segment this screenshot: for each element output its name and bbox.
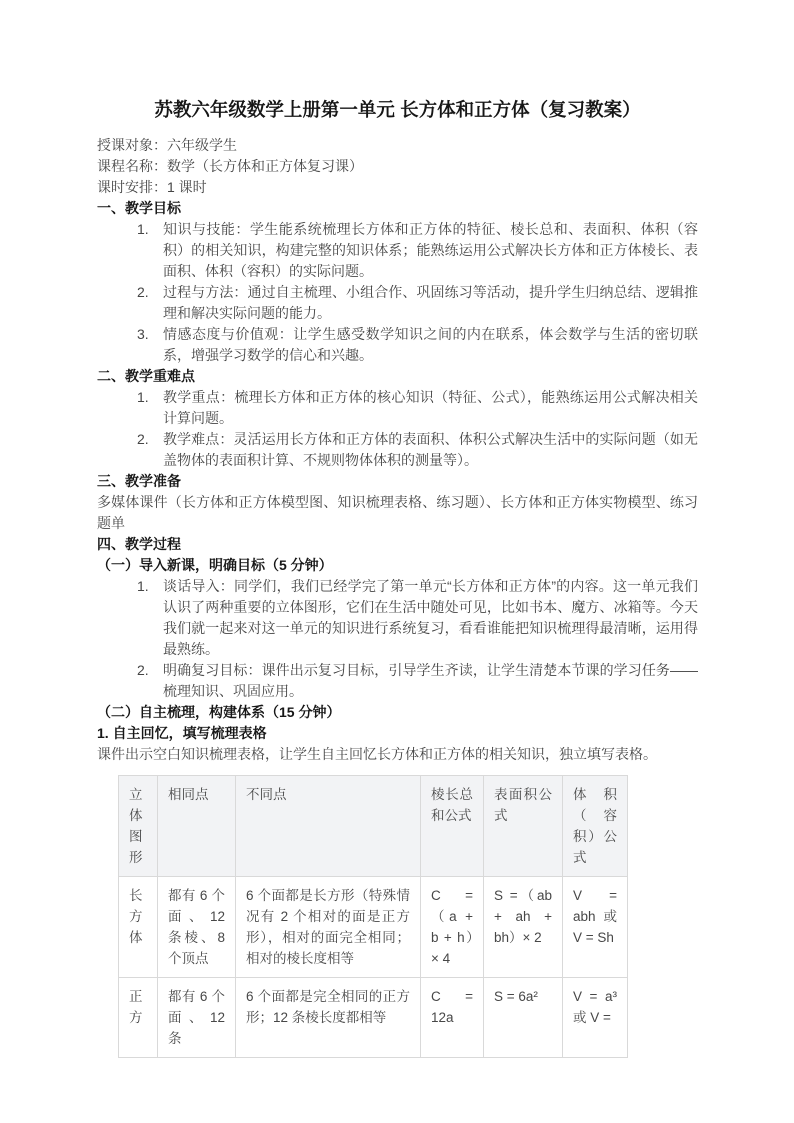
table-header-similarities: 相同点 (158, 776, 236, 877)
knowledge-review-table (118, 775, 628, 1058)
list-item (97, 219, 698, 282)
heading-teaching-process: 四、教学过程 (97, 536, 181, 552)
table-cell: S =（ab + ah + bh）× 2 (484, 877, 563, 978)
table-header-row (119, 776, 628, 877)
table-header-solid-figure: 立体图形 (119, 776, 158, 877)
list-item-number: 1. (137, 389, 149, 405)
list-item (97, 282, 698, 324)
table-header-surface-area-formula: 表面积公式 (484, 776, 563, 877)
table-cell: C = 12a (421, 978, 484, 1058)
heading-teaching-goals: 一、教学目标 (97, 200, 181, 216)
table-row-cube-truncated (119, 978, 628, 1058)
list-item (97, 576, 698, 660)
list-item-number: 1. (137, 578, 149, 594)
list-item-text: 情感态度与价值观：让学生感受数学知识之间的内在联系，体会数学与生活的密切联系，增强学习数学的信心和兴趣。 (163, 326, 698, 363)
table-cell: 6 个面都是长方形（特殊情况有 2 个相对的面是正方形），相对的面完全相同；相对的棱长度相等 (236, 877, 421, 978)
table-cell: 长方体 (119, 877, 158, 978)
list-item-text: 过程与方法：通过自主梳理、小组合作、巩固练习等活动，提升学生归纳总结、逻辑推理和解决实际问题的能力。 (163, 284, 698, 321)
table-cell: V = abh 或 V = Sh (563, 877, 628, 978)
list-item-text: 谈话导入：同学们，我们已经学完了第一单元“长方体和正方体”的内容。这一单元我们认识了两种重要的立体图形，它们在生活中随处可见，比如书本、魔方、冰箱等。今天我们就一起来对这一单元的知识进行系统复习，看看谁能把知识梳理得最清晰，运用得最熟练。 (163, 578, 698, 657)
list-item-number: 2. (137, 662, 149, 678)
heading-teaching-preparation: 三、教学准备 (97, 473, 181, 489)
table-cell: V = a³ 或 V = (563, 978, 628, 1058)
table-cell: 正方 (119, 978, 158, 1058)
table-cell: 都有 6 个面、12 条棱、8 个顶点 (158, 877, 236, 978)
list-item (97, 324, 698, 366)
meta-audience: 授课对象：六年级学生 (97, 137, 237, 153)
subheading-self-review: （二）自主梳理，构建体系（15 分钟） (97, 704, 341, 720)
list-item-text: 教学重点：梳理长方体和正方体的核心知识（特征、公式），能熟练运用公式解决相关计算问题。 (163, 389, 698, 426)
list-item (97, 429, 698, 471)
page-title: 苏教六年级数学上册第一单元 长方体和正方体（复习教案） (154, 99, 641, 120)
list-item (97, 660, 698, 702)
review-table-intro-paragraph: 课件出示空白知识梳理表格，让学生自主回忆长方体和正方体的相关知识，独立填写表格。 (97, 746, 657, 762)
list-item (97, 387, 698, 429)
list-item-text: 教学难点：灵活运用长方体和正方体的表面积、体积公式解决生活中的实际问题（如无盖物体的表面积计算、不规则物体体积的测量等）。 (163, 431, 698, 468)
table-row-cuboid (119, 877, 628, 978)
table-header-differences: 不同点 (236, 776, 421, 877)
table-cell: 6 个面都是完全相同的正方形；12 条棱长度都相等 (236, 978, 421, 1058)
table-header-edge-sum-formula: 棱长总和公式 (421, 776, 484, 877)
list-item-number: 3. (137, 326, 149, 342)
list-item-number: 2. (137, 431, 149, 447)
meta-schedule: 课时安排：1 课时 (97, 179, 207, 195)
table-cell: S = 6a² (484, 978, 563, 1058)
table-cell: 都有 6 个面、12 条 (158, 978, 236, 1058)
subheading-intro-new-lesson: （一）导入新课，明确目标（5 分钟） (97, 557, 333, 573)
list-item-text: 明确复习目标：课件出示复习目标，引导学生齐读，让学生清楚本节课的学习任务——梳理知识、巩固应用。 (163, 662, 698, 699)
preparation-paragraph: 多媒体课件（长方体和正方体模型图、知识梳理表格、练习题）、长方体和正方体实物模型、练习题单 (97, 494, 698, 531)
table-cell: C =（a + b + h）× 4 (421, 877, 484, 978)
list-item-text: 知识与技能：学生能系统梳理长方体和正方体的特征、棱长总和、表面积、体积（容积）的相关知识，构建完整的知识体系；能熟练运用公式解决长方体和正方体棱长、表面积、体积（容积）的实际问题。 (163, 221, 698, 279)
list-item-number: 2. (137, 284, 149, 300)
list-item-number: 1. (137, 221, 149, 237)
table-header-volume-formula: 体积（容积）公式 (563, 776, 628, 877)
heading-key-difficult-points: 二、教学重难点 (97, 368, 195, 384)
meta-course-name: 课程名称：数学（长方体和正方体复习课） (97, 158, 363, 174)
subheading-fill-review-table: 1. 自主回忆，填写梳理表格 (97, 725, 267, 741)
